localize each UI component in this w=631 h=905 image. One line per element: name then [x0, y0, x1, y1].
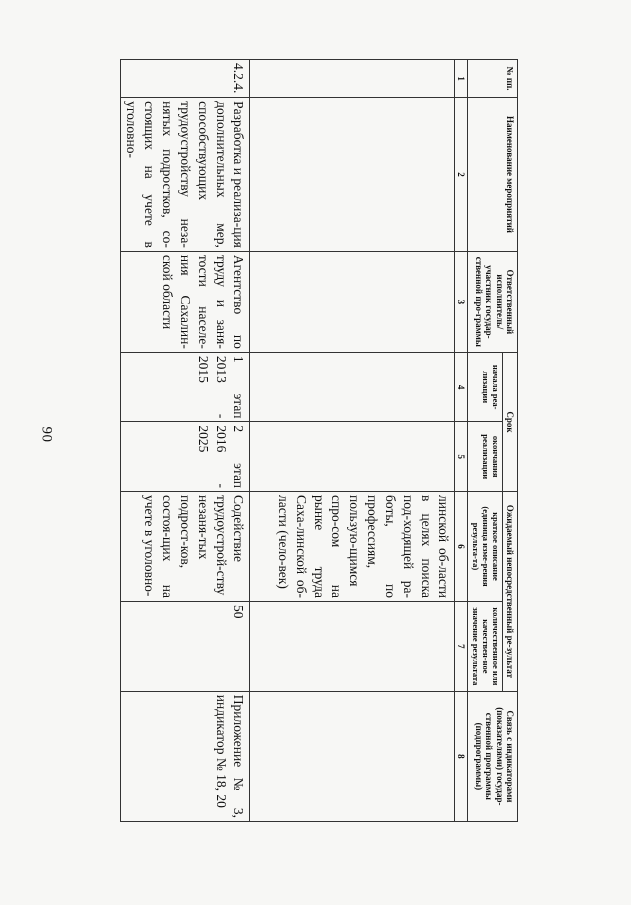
header-col-indicator: Связь с индикаторами (показателями) государ-ственной программы (подпрограммы)	[468, 691, 518, 821]
table-row-4-2-4	[120, 60, 250, 822]
page-number: 90	[38, 426, 55, 443]
table-cell	[250, 251, 455, 352]
column-number: 3	[455, 251, 468, 352]
table-cell	[250, 98, 455, 252]
row-number: 4.2.4.	[120, 60, 250, 98]
table-cell	[250, 60, 455, 98]
header-col-result: Ожидаемый непосредственный ре-зультат	[502, 492, 517, 692]
result-description: Содействие трудоустрой-ству незаня-тых подрост-ков, состоя-щих на учете в уголовно-	[120, 492, 250, 602]
result-value: 50	[120, 601, 250, 691]
header-col-end: окончания реализации	[468, 422, 502, 492]
header-col-executor: Ответственный исполнитель/ участник государ-ственной про-граммы	[468, 251, 518, 352]
table-cell	[250, 691, 455, 821]
measure-end: 2 этап 2016 - 2025	[120, 422, 250, 492]
measure-executor: Агентство по труду и заня-тости населе-ния Сахалин-ской области	[120, 251, 250, 352]
column-number: 2	[455, 98, 468, 252]
column-number: 8	[455, 691, 468, 821]
measure-name: Разработка и реализа-ция дополнительных мер, способствующих трудоустройству неза-нятых подростков, со-стоящих на учете в уголовно-	[120, 98, 250, 252]
continued-description: линской об-ласти в целях поиска под-ходящей ра-боты, по профессиям, пользую-щимся спро-сом на рынке труда Саха-линской об-ласти (чело-век)	[250, 492, 455, 602]
column-number: 1	[455, 60, 468, 98]
column-number: 5	[455, 422, 468, 492]
column-number: 4	[455, 352, 468, 422]
header-col-term: Срок	[502, 352, 517, 491]
table-row-continued	[250, 60, 455, 822]
table-cell	[250, 352, 455, 422]
column-number: 6	[455, 492, 468, 602]
header-col-value: количественное или качествен-ное значение результата	[468, 601, 502, 691]
header-col-number: № пп.	[468, 60, 518, 98]
column-number-row	[455, 60, 468, 822]
header-col-start: начала реа-лизации	[468, 352, 502, 422]
measures-table	[124, 59, 518, 822]
measure-start: 1 этап 2013 - 2015	[120, 352, 250, 422]
column-number: 7	[455, 601, 468, 691]
header-col-name: Наименование мероприятий	[468, 98, 518, 252]
header-col-description: краткое описание (единица изме-рения результа-та)	[468, 492, 502, 602]
table-cell	[250, 422, 455, 492]
table-cell	[250, 601, 455, 691]
header-row-1	[502, 60, 517, 822]
indicator-link: Приложение № 3, индикатор № 18, 20	[120, 691, 250, 821]
